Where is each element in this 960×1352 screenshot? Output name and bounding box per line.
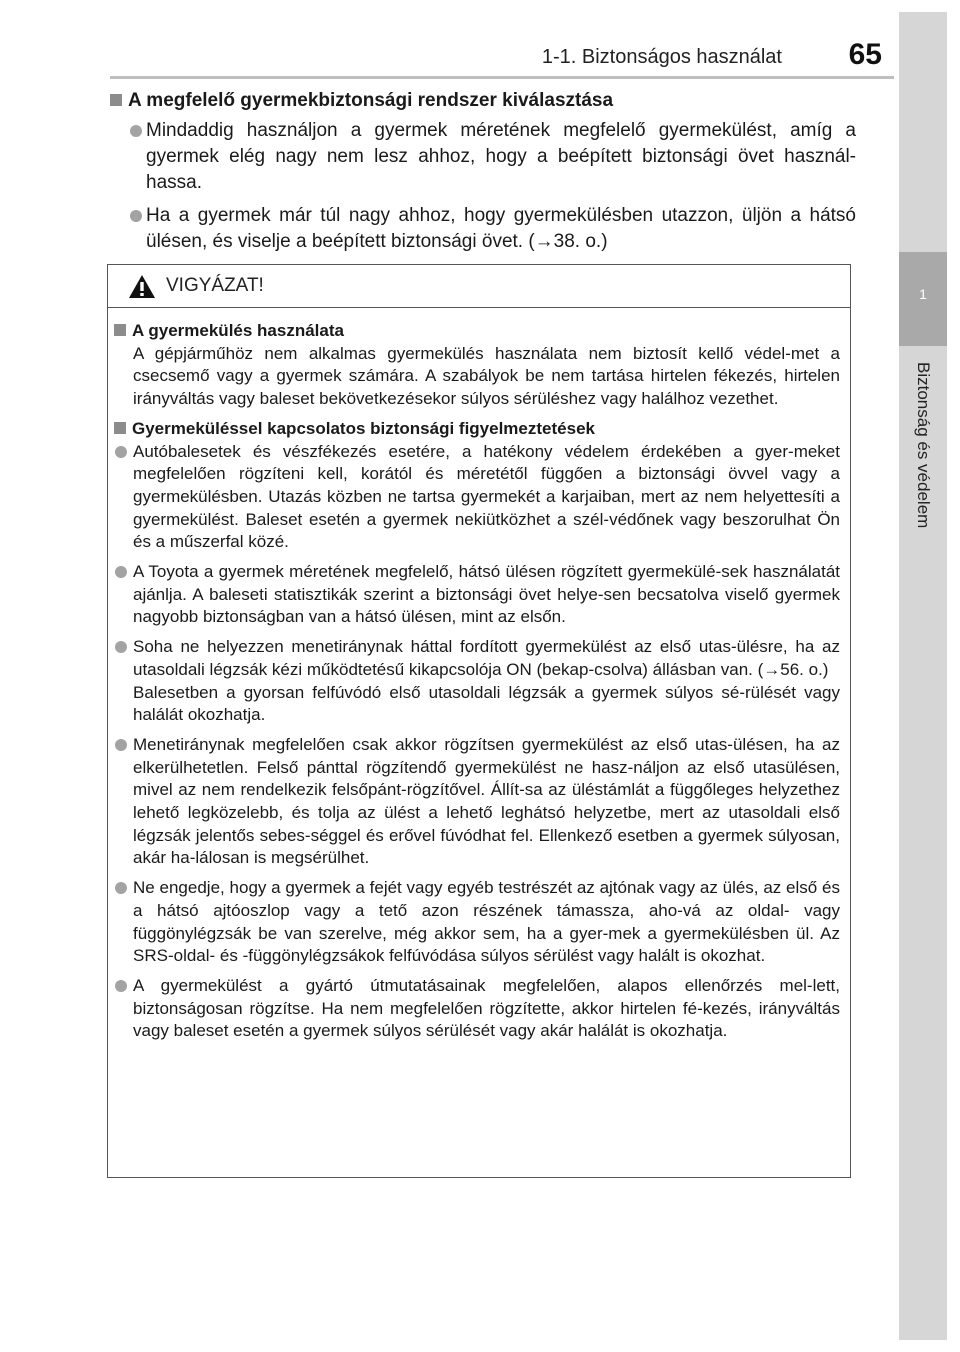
bullet-dot-icon <box>115 739 127 751</box>
warning-title: VIGYÁZAT! <box>166 275 264 296</box>
warning-box <box>107 264 851 1178</box>
page-number: 65 <box>848 38 882 71</box>
heading-square-icon <box>110 94 122 106</box>
heading-square-icon <box>114 324 126 336</box>
warning-body <box>108 308 850 1043</box>
chapter-number-box <box>899 252 947 346</box>
bullet-dot-icon <box>115 641 127 653</box>
warning-bullet-text: Ne engedje, hogy a gyermek a fejét vagy egyéb testrészét az ajtónak vagy az ülés, az első és a hátsó ajtóoszlop vagy a tető azon részének támassza, aho-vá az oldal- vagy függönylégzsák be van szerelve, még akkor sem, ha a gyer-mek a gyermekülésben ül. Az SRS-oldal- és -függönylégzsákok felfúvódása súlyos sérülést vagy halált is okozhat. <box>133 878 840 966</box>
intro-bullet-text: Mindaddig használjon a gyermek méretének megfelelő gyermekülést, amíg a gyermek elég nagy nem lesz ahhoz, hogy a beépített biztonsági övet használ-hassa. <box>146 120 856 193</box>
intro-bullet <box>110 118 856 196</box>
warning-bullet-continuation: Balesetben a gyorsan felfúvódó első utasoldali légzsák a gyermek súlyos sé-rülését vagy halálát okozhatja. <box>133 682 840 725</box>
warning-bullet-text: A Toyota a gyermek méretének megfelelő, hátsó ülésen rögzített gyermekülé-sek használatát ajánlja. A baleseti statisztikák szerint a biztonsági övet helye-sen becsatolva viselő gyermek nagyobb biztonságban van a hátsó ülésen, mint az elsőn. <box>133 562 840 627</box>
warning-bullet-text: A gyermekülést a gyártó útmutatásainak megfelelően, alapos ellenőrzés mel-lett, biztonságosan rögzítse. Ha nem megfelelően rögzítette, akkor hirtelen fé-kezés, irányváltás vagy baleset esetén a gyermek súlyos sérülését vagy akár halálát is okozhatja. <box>133 975 840 1041</box>
warning-bullet-text: Autóbalesetek és vészfékezés esetére, a hatékony védelem érdekében a gyer-meket megfelelően rögzíteni kell, korától és méretétől függően a biztonsági övvel vagy a gyermekülésben. Utazás közben ne tartsa gyermekét a karjaiban, mert az nem helyettesíti a gyermekülést. Baleset esetén a gyermek nekiütközhet a szél-védőnek vagy beszorulhat Ön és a műszerfal közé. <box>133 441 840 552</box>
warning-section-heading-text: Gyermeküléssel kapcsolatos biztonsági figyelmeztetések <box>132 418 595 438</box>
warning-paragraph: A gépjárműhöz nem alkalmas gyermekülés használata nem biztosít kellő védel-met a csecsemő vagy a gyermek számára. A szabályok be nem tartása hirtelen fékezés, hirtelen irányváltás vagy baleset bekövetkezésekor súlyos sérüléshez vagy halálhoz vezethet. <box>133 343 840 409</box>
warning-section-heading <box>114 320 840 343</box>
warning-bullet-text: Soha ne helyezzen menetiránynak háttal fordított gyermekülést az első utas-ülésre, ha az utasoldali légzsák kézi működtetésű kikapcsolója ON (bekap-csolva) állásban van. (→56. o.) <box>133 637 840 679</box>
warning-bullet <box>114 975 840 1043</box>
warning-bullet <box>114 734 840 870</box>
warning-section-heading <box>114 418 840 441</box>
warning-bullet <box>114 561 840 629</box>
chapter-label-box <box>901 362 945 622</box>
bullet-dot-icon <box>115 980 127 992</box>
intro-bullet-text: Ha a gyermek már túl nagy ahhoz, hogy gyermekülésben utazzon, üljön a hátsó ülésen, és viselje a beépített biztonsági övet. (→38. o.) <box>146 205 856 252</box>
header-rule <box>110 76 894 79</box>
warning-triangle-icon <box>128 274 156 299</box>
intro-heading <box>110 88 856 114</box>
intro-section <box>110 88 856 262</box>
warning-bullet <box>114 636 840 727</box>
warning-bullet-text: Menetiránynak megfelelően csak akkor rögzítsen gyermekülést az első utas-ülésen, ha az elkerülhetetlen. Felső pánttal rögzítendő gyermekülést ne hasz-náljon az első utasülésen, mivel az nem rendelkezik felsőpánt-rögzítővel. Állít-sa az üléstámlát a függőleges helyzethez lehető legközelebb, és tolja az ülést a lehető leghátsó helyzetbe, mert az utasoldali első légzsák jelentős sebes-séggel és erővel fúvódhat fel. Ellenkező esetben a gyermek súlyosan, akár ha-lálosan is megsérülhet. <box>133 734 840 868</box>
intro-bullet <box>110 203 856 255</box>
chapter-label: Biztonság és védelem <box>914 362 933 529</box>
bullet-dot-icon <box>115 566 127 578</box>
bullet-dot-icon <box>115 446 127 458</box>
heading-square-icon <box>114 422 126 434</box>
chapter-side-tab <box>899 12 947 1340</box>
warning-bullet <box>114 441 840 555</box>
warning-bullet <box>114 877 840 968</box>
warning-header <box>108 265 850 308</box>
bullet-dot-icon <box>130 210 142 222</box>
chapter-number: 1 <box>919 286 927 302</box>
bullet-dot-icon <box>115 882 127 894</box>
intro-heading-text: A megfelelő gyermekbiztonsági rendszer kiválasztása <box>128 90 614 111</box>
warning-section-heading-text: A gyermekülés használata <box>132 321 344 340</box>
bullet-dot-icon <box>130 125 142 137</box>
section-title: 1-1. Biztonságos használat <box>541 46 782 68</box>
